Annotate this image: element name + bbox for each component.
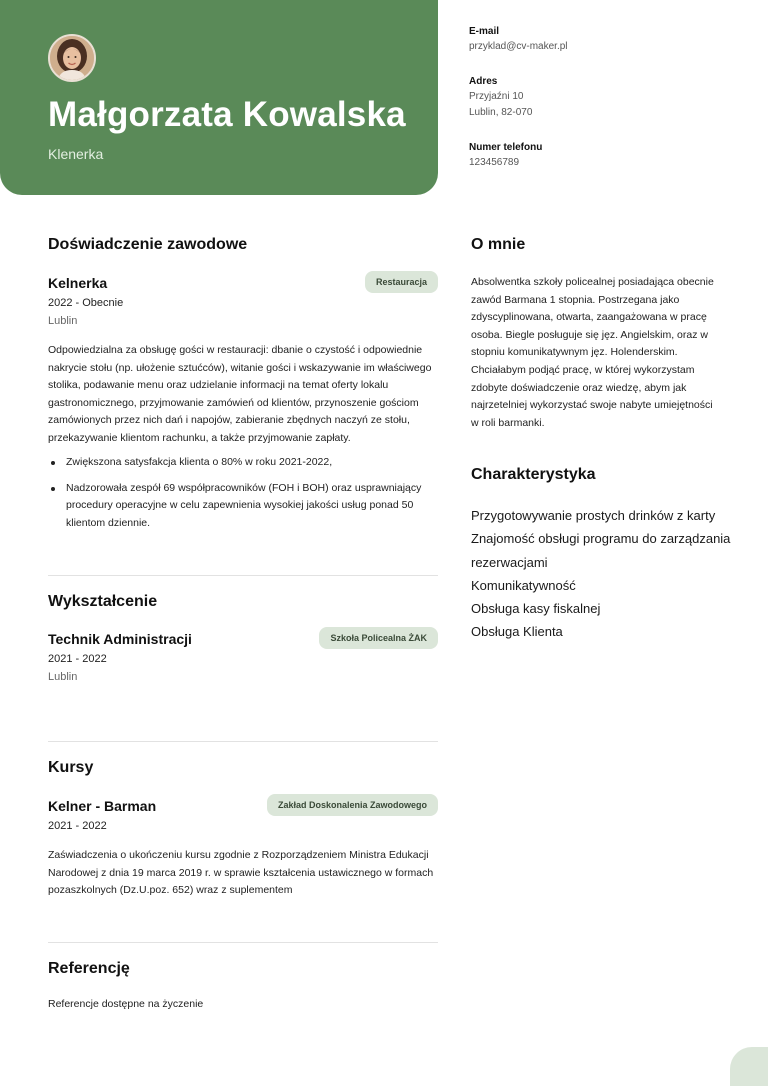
job-description: Odpowiedzialna za obsługę gości w restauracji: dbanie o czystość i odpowiednie nakrycie stołu (np. ułożenie sztućców), witanie gości i wskazywanie im właściwego stolika, podawanie menu oraz udzielanie informacji na temat oferty lokalu gastronomicznego, przyjmowanie zamówień od klientów, przynoszenie gościom zamówionych przez nich dań i napojów, zabieranie zbędnych naczyń ze stołu, przekazywanie klientom rachunku, a także przyjmowanie zapłaty.: [48, 344, 432, 444]
courses-section: [48, 759, 438, 909]
employer-badge: Restauracja: [365, 271, 438, 293]
traits-title: Charakterystyka: [471, 466, 596, 483]
job-location: Lublin: [48, 315, 78, 327]
degree-title: Technik Administracji: [48, 631, 192, 647]
education-dates: 2021 - 2022: [48, 653, 107, 665]
about-section: [471, 236, 721, 436]
achievements-list: [48, 454, 438, 540]
phone-label: Numer telefonu: [469, 142, 543, 153]
references-section: [48, 960, 438, 1020]
profile-header: [0, 0, 438, 195]
courses-title: Kursy: [48, 759, 94, 776]
phone-value: 123456789: [469, 157, 520, 168]
education-title: Wykształcenie: [48, 593, 158, 610]
address-line-1: Przyjaźni 10: [469, 91, 524, 102]
list-item: Komunikatywność: [471, 577, 576, 593]
list-item: Zwiększona satysfakcja klienta o 80% w roku 2021-2022,: [48, 454, 438, 472]
course-description: Zaświadczenia o ukończeniu kursu zgodnie z Rozporządzeniem Ministra Edukacji Narodowej z dnia 19 marca 2019 r. w sprawie kształcenia ustawicznego w formach pozaszkolnych (Dz.U.poz. 652) wraz z suplementem: [48, 849, 434, 896]
references-text: Referencje dostępne na życzenie: [48, 998, 204, 1010]
address-line-2: Lublin, 82-070: [469, 107, 533, 118]
email-block: [469, 26, 749, 55]
experience-section: [48, 236, 438, 556]
institution-badge: Zakład Doskonalenia Zawodowego: [267, 794, 438, 816]
list-item: Przygotowywanie prostych drinków z karty: [471, 508, 716, 523]
list-item: Obsługa Klienta: [471, 624, 563, 640]
email-label: E-mail: [469, 26, 500, 37]
divider: [48, 942, 438, 943]
school-badge: Szkoła Policealna ŻAK: [319, 627, 438, 649]
phone-block: [469, 142, 749, 171]
address-block: [469, 76, 749, 121]
course-title: Kelner - Barman: [48, 798, 157, 814]
avatar: [48, 34, 96, 82]
job-dates: 2022 - Obecnie: [48, 297, 124, 309]
portrait-image: [50, 36, 94, 80]
list-item: Nadzorowała zespół 69 współpracowników (FOH i BOH) oraz usprawniający procedury operacyjne w celu zapewnienia wysokiej jakości usług ponad 50 klientom dziennie.: [48, 480, 438, 533]
list-item: Obsługa kasy fiskalnej: [471, 601, 601, 617]
divider: [48, 741, 438, 742]
job-subtitle: Klenerka: [48, 146, 104, 162]
list-item: Znajomość obsługi programu do zarządzania rezerwacjami: [471, 531, 731, 570]
experience-title: Doświadczenie zawodowe: [48, 236, 248, 253]
traits-list: [471, 504, 731, 644]
traits-section: [471, 466, 731, 656]
decorative-corner: [730, 1047, 768, 1086]
job-title: Kelnerka: [48, 275, 108, 291]
about-title: O mnie: [471, 236, 526, 253]
divider: [48, 575, 438, 576]
course-dates: 2021 - 2022: [48, 820, 107, 832]
email-value: przyklad@cv-maker.pl: [469, 41, 568, 52]
education-location: Lublin: [48, 671, 78, 683]
about-text: Absolwentka szkoły policealnej posiadająca obecnie zawód Barmana 1 stopnia. Postrzegana jako zdyscyplinowana, otwarta, zaangażowana w pracę osoba. Biegle posługuje się jęz. Angielskim, oraz w stopniu komunikatywnym jęz. Holenderskim. Chciałabym podjąć pracę, w której wykorzystam zdobyte doświadczenie oraz wiedzę, abym jak najrzetelniej wykorzystać swoje nabyte umiejętności w roli barmanki.: [471, 276, 714, 429]
education-section: [48, 593, 438, 703]
references-title: Referencję: [48, 960, 130, 977]
address-label: Adres: [469, 76, 498, 87]
candidate-name: Małgorzata Kowalska: [48, 95, 406, 134]
